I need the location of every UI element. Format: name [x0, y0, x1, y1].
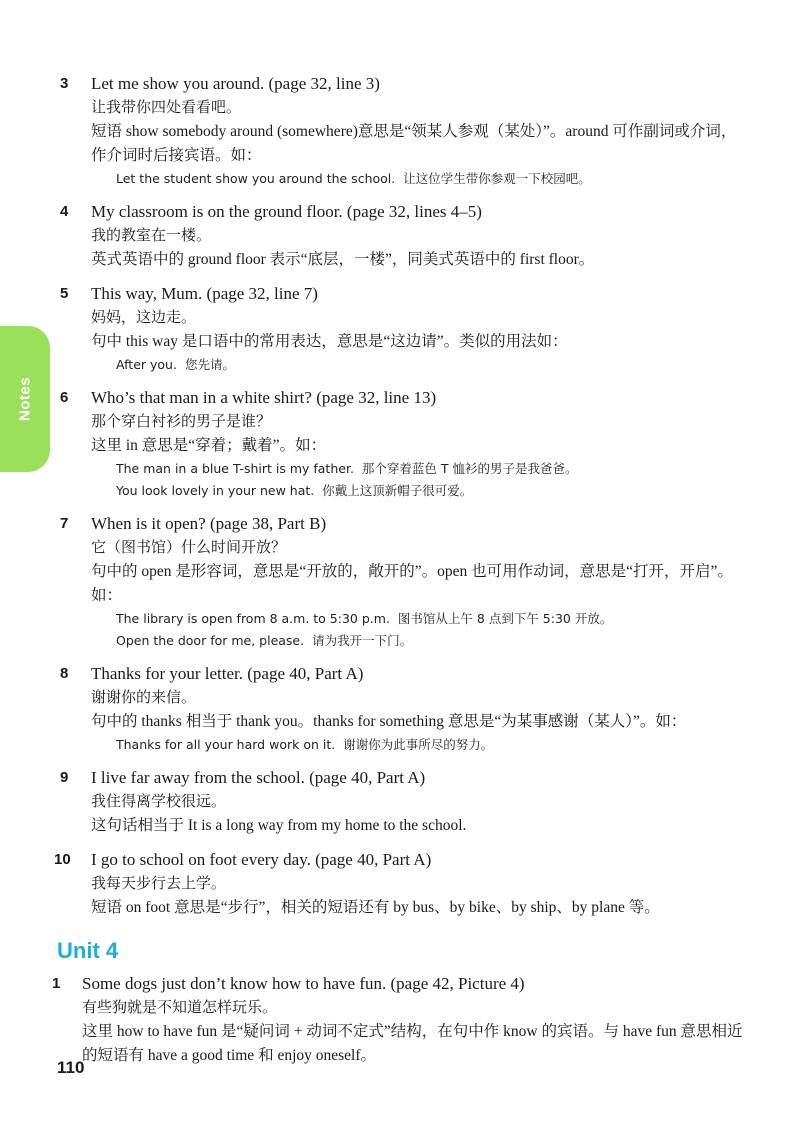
note-heading: I go to school on foot every day. (page 40, Part A) [91, 850, 432, 869]
note-explanation: 句中的 thanks 相当于 thank you。thanks for something 意思是“为某事感谢（某人）”。如： [91, 713, 687, 730]
example-english: Open the door for me, please. [116, 633, 305, 648]
note-explanation: 句中的 open 是形容词，意思是“开放的，敞开的”。open 也可用作动词，意思是“打开，开启”。如： [91, 563, 733, 604]
note-heading: Thanks for your letter. (page 40, Part A) [91, 664, 364, 683]
note-translation: 妈妈，这边走。 [91, 310, 197, 326]
note-number: 5 [60, 285, 69, 302]
example-chinese: 那个穿着蓝色 T 恤衫的男子是我爸爸。 [361, 461, 578, 476]
note-item [60, 386, 750, 502]
note-explanation: 句中 this way 是口语中的常用表达，意思是“这边请”。类似的用法如： [91, 333, 568, 350]
note-body [91, 386, 750, 502]
example-chinese: 你戴上这顶新帽子很可爱。 [322, 483, 473, 498]
note-body [91, 200, 750, 272]
note-number: 4 [60, 203, 69, 220]
example-english: Thanks for all your hard work on it. [116, 737, 336, 752]
example-english: Let the student show you around the school. [116, 171, 396, 186]
note-item [60, 282, 750, 376]
note-body [91, 766, 750, 838]
example-chinese: 请为我开一下门。 [312, 633, 413, 648]
section-tab-label: Notes [16, 376, 34, 422]
note-translation: 我每天步行去上学。 [91, 876, 227, 892]
example-chinese: 图书馆从上午 8 点到下午 5:30 开放。 [397, 611, 613, 626]
example-chinese: 您先请。 [184, 357, 235, 372]
note-explanation: 这句话相当于 It is a long way from my home to the school. [91, 817, 467, 834]
note-example [116, 168, 750, 190]
note-body [91, 282, 750, 376]
note-translation: 让我带你四处看看吧。 [91, 100, 242, 116]
note-translation: 那个穿白衬衫的男子是谁？ [91, 414, 272, 430]
note-body [91, 662, 750, 756]
note-body [91, 72, 750, 190]
note-example [116, 608, 750, 630]
note-example [116, 354, 750, 376]
example-english: The man in a blue T-shirt is my father. [116, 461, 354, 476]
note-translation: 我的教室在一楼。 [91, 228, 212, 244]
note-heading: Who’s that man in a white shirt? (page 32, line 13) [91, 388, 437, 407]
note-explanation: 这里 how to have fun 是“疑问词 + 动词不定式”结构，在句中作 know 的宾语。与 have fun 意思相近的短语有 have a good time 和 enjoy oneself。 [82, 1023, 743, 1064]
note-body [82, 972, 750, 1068]
page-number: 110 [57, 1058, 85, 1077]
note-heading: Some dogs just don’t know how to have fun. (page 42, Picture 4) [82, 974, 525, 993]
note-heading: This way, Mum. (page 32, line 7) [91, 284, 318, 303]
example-chinese: 让这位学生带你参观一下校园吧。 [403, 171, 591, 186]
note-item [60, 512, 750, 652]
note-body [91, 848, 750, 920]
note-translation: 谢谢你的来信。 [91, 690, 197, 706]
note-item [54, 848, 750, 920]
note-example [116, 458, 750, 480]
note-explanation: 短语 show somebody around (somewhere)意思是“领某人参观（某处）”。around 可作副词或介词，作介词时后接宾语。如： [91, 123, 737, 164]
example-chinese: 谢谢你为此事所尽的努力。 [343, 737, 494, 752]
note-heading: My classroom is on the ground floor. (page 32, lines 4–5) [91, 202, 482, 221]
example-english: After you. [116, 357, 177, 372]
note-number: 6 [60, 389, 69, 406]
note-heading: I live far away from the school. (page 40, Part A) [91, 768, 426, 787]
note-heading: When is it open? (page 38, Part B) [91, 514, 327, 533]
note-item [60, 766, 750, 838]
note-translation: 我住得离学校很远。 [91, 794, 227, 810]
note-number: 1 [52, 975, 61, 992]
note-explanation: 英式英语中的 ground floor 表示“底层，一楼”，同美式英语中的 first floor。 [91, 251, 595, 268]
note-number: 9 [60, 769, 69, 786]
note-body [91, 512, 750, 652]
section-tab-notes[interactable] [0, 326, 50, 472]
note-explanation: 这里 in 意思是“穿着；戴着”。如： [91, 437, 327, 454]
note-translation: 有些狗就是不知道怎样玩乐。 [82, 1000, 278, 1016]
note-translation: 它（图书馆）什么时间开放？ [91, 540, 287, 556]
note-heading: Let me show you around. (page 32, line 3) [91, 74, 380, 93]
note-item [60, 72, 750, 190]
note-number: 7 [60, 515, 69, 532]
note-item [60, 200, 750, 272]
notes-content [52, 72, 750, 1078]
note-example [116, 480, 750, 502]
unit-title: Unit 4 [57, 938, 119, 963]
note-number: 10 [54, 851, 71, 868]
note-item [60, 662, 750, 756]
note-explanation: 短语 on foot 意思是“步行”，相关的短语还有 by bus、by bike、by ship、by plane 等。 [91, 899, 660, 916]
note-example [116, 630, 750, 652]
note-number: 3 [60, 75, 69, 92]
example-english: You look lovely in your new hat. [116, 483, 315, 498]
note-example [116, 734, 750, 756]
notes-list [54, 72, 750, 920]
note-number: 8 [60, 665, 69, 682]
example-english: The library is open from 8 a.m. to 5:30 p.m. [116, 611, 390, 626]
